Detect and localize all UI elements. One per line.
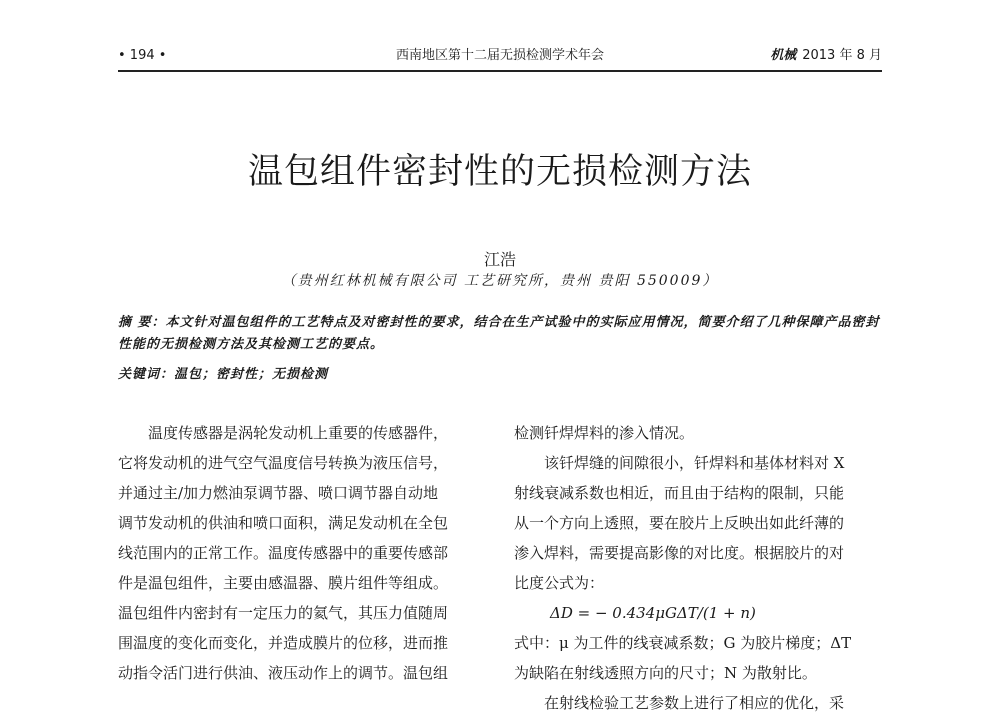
body-left-column [118,418,488,688]
body-line: 比度公式为： [514,574,605,592]
body-line: 该钎焊缝的间隙很小，钎焊料和基体材料对 X [544,454,845,472]
body-line: 从一个方向上透照，要在胶片上反映出如此纤薄的 [514,514,845,532]
body-line: 件是温包组件，主要由感温器、膜片组件等组成。 [118,574,449,592]
journal-issue [770,46,882,66]
body-line: 温包组件内密封有一定压力的氦气，其压力值随周 [118,604,449,622]
body-line: 在射线检验工艺参数上进行了相应的优化，采 [544,694,845,712]
body-line: 调节发动机的供油和喷口面积，满足发动机在全包 [118,514,449,532]
body-line: 检测钎焊焊料的渗入情况。 [514,424,695,442]
body-line: 温度传感器是涡轮发动机上重要的传感器件， [148,424,449,442]
page-number: • 194 • [118,48,167,63]
body-line: 并通过主/加力燃油泵调节器、喷口调节器自动地 [118,484,439,502]
body-right-column [514,418,882,718]
body-line: 线范围内的正常工作。温度传感器中的重要传感部 [118,544,449,562]
body-line: 渗入焊料，需要提高影像的对比度。根据胶片的对 [514,544,845,562]
article-title: 温包组件密封性的无损检测方法 [247,152,752,192]
affiliation: （贵州红林机械有限公司 工艺研究所，贵州 贵阳 550009） [281,273,719,289]
keywords: 关键词：温包；密封性；无损检测 [118,367,329,382]
body-line: 围温度的变化而变化，并造成膜片的位移，进而推 [118,634,449,652]
issue-date: 2013 年 8 月 [802,48,882,63]
conference-name: 西南地区第十二届无损检测学术年会 [395,48,604,63]
body-line: 射线衰减系数也相近，而且由于结构的限制，只能 [514,484,845,502]
body-line: 它将发动机的进气空气温度信号转换为液压信号， [118,454,449,472]
author-name: 江浩 [483,250,516,269]
body-line: 动指令活门进行供油、液压动作上的调节。温包组 [118,664,449,682]
journal-name: 机械 [770,48,797,63]
body-line: 式中：μ 为工件的线衰减系数；G 为胶片梯度；ΔT [514,634,852,652]
contrast-formula: ΔD = − 0.434μGΔT/(1 + n) [550,604,756,622]
body-line: 为缺陷在射线透照方向的尺寸；N 为散射比。 [514,664,817,682]
header-rule [118,70,882,72]
abstract: 摘 要：本文针对温包组件的工艺特点及对密封性的要求，结合在生产试验中的实际应用情况，简要介绍了几种保障产品密封性能的无损检测方法及其检测工艺的要点。 [118,315,880,352]
